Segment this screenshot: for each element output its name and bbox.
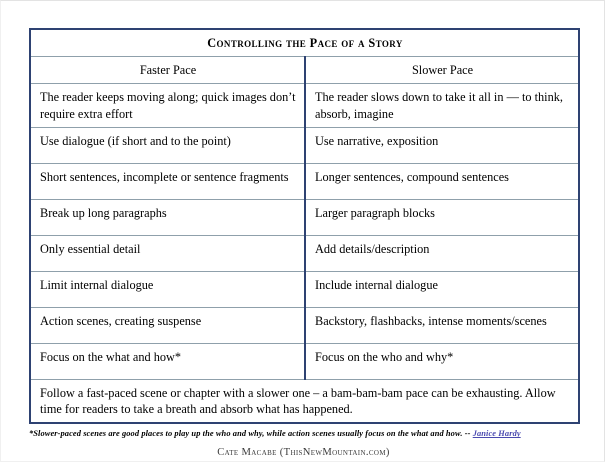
cell-faster-pace: The reader keeps moving along; quick images don’t require extra effort <box>30 84 305 127</box>
page-title: Controlling the Pace of a Story <box>30 29 579 57</box>
table-row <box>30 343 579 379</box>
table-row <box>30 84 579 127</box>
controlling-pace-table <box>29 28 580 424</box>
cell-slower-pace: Use narrative, exposition <box>305 127 579 163</box>
summary-text: Follow a fast-paced scene or chapter with a slower one – a bam-bam-bam pace can be exhausting. Allow time for readers to take a breath and absorb what has happened. <box>30 379 579 423</box>
cell-faster-pace: Break up long paragraphs <box>30 199 305 235</box>
table-row <box>30 235 579 271</box>
cell-faster-pace: Action scenes, creating suspense <box>30 307 305 343</box>
cell-faster-pace: Use dialogue (if short and to the point) <box>30 127 305 163</box>
table-title-row <box>30 29 579 57</box>
cell-slower-pace: Longer sentences, compound sentences <box>305 163 579 199</box>
cell-faster-pace: Short sentences, incomplete or sentence fragments <box>30 163 305 199</box>
column-header-faster-pace: Faster Pace <box>30 57 305 84</box>
table-row <box>30 307 579 343</box>
table-header-row <box>30 57 579 84</box>
footnote <box>29 429 578 440</box>
cell-faster-pace: Limit internal dialogue <box>30 271 305 307</box>
cell-slower-pace: Add details/description <box>305 235 579 271</box>
janice-hardy-link[interactable]: Janice Hardy <box>472 429 521 439</box>
attribution-line: Cate Macabe (ThisNewMountain.com) <box>217 447 390 459</box>
cell-slower-pace: Focus on the who and why* <box>305 343 579 379</box>
table-summary-row <box>30 379 579 423</box>
pace-chart-document <box>29 28 578 458</box>
table-row <box>30 163 579 199</box>
table-row <box>30 199 579 235</box>
footnote-text: *Slower-paced scenes are good places to play up the who and why, while action scenes usually focus on the what and how. -- <box>29 429 471 439</box>
cell-slower-pace: Larger paragraph blocks <box>305 199 579 235</box>
table-row <box>30 271 579 307</box>
column-header-slower-pace: Slower Pace <box>305 57 579 84</box>
cell-faster-pace: Focus on the what and how* <box>30 343 305 379</box>
table-row <box>30 127 579 163</box>
cell-faster-pace: Only essential detail <box>30 235 305 271</box>
cell-slower-pace: The reader slows down to take it all in — to think, absorb, imagine <box>305 84 579 127</box>
cell-slower-pace: Include internal dialogue <box>305 271 579 307</box>
cell-slower-pace: Backstory, flashbacks, intense moments/scenes <box>305 307 579 343</box>
